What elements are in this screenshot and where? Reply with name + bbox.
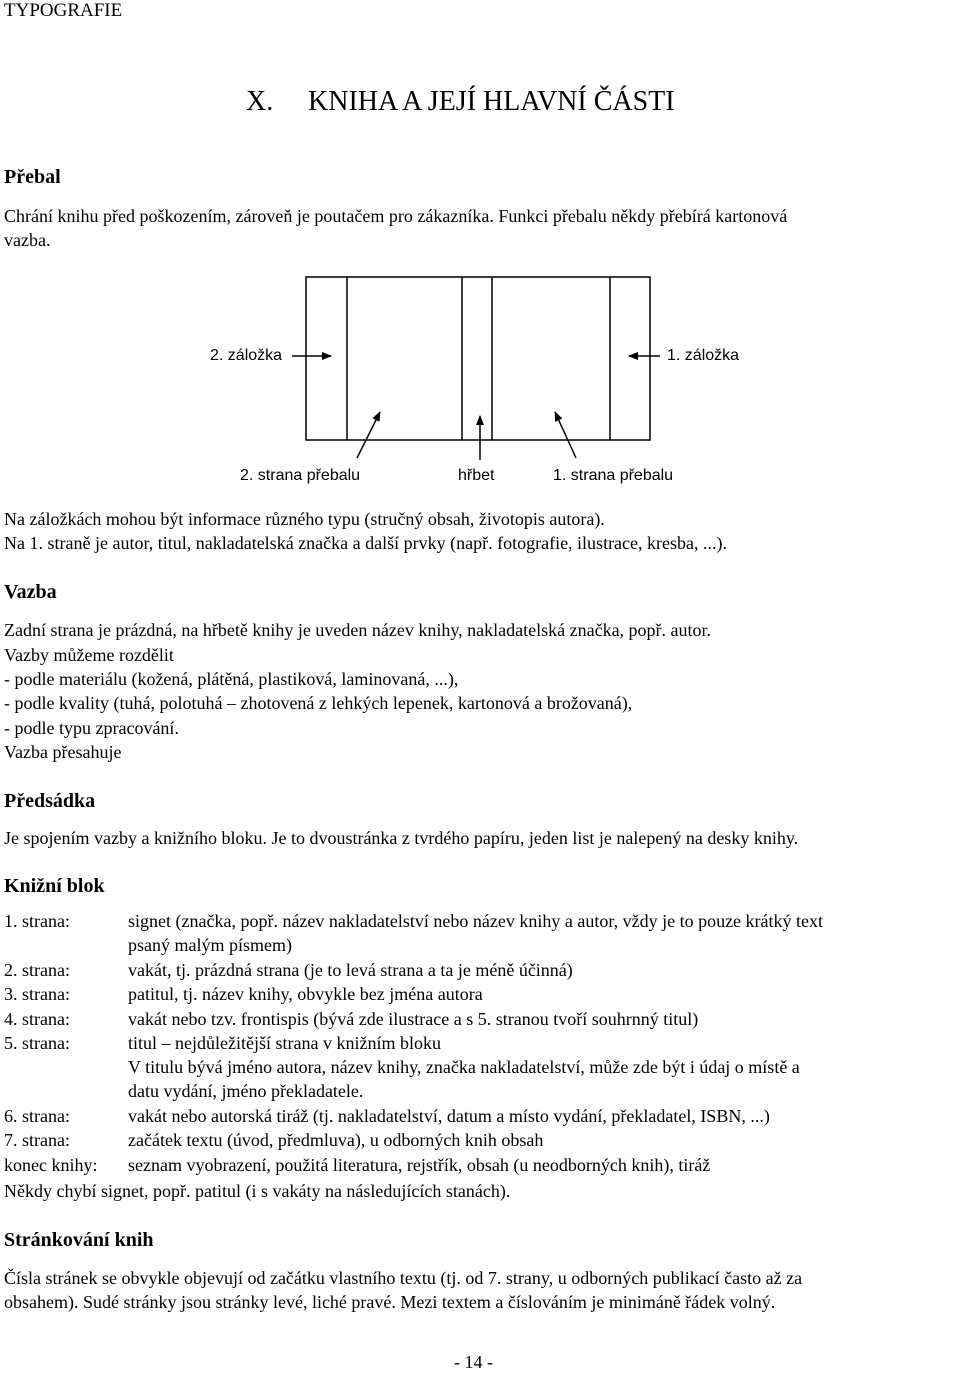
jacket-outline [306,277,650,440]
label-hrbet: hřbet [458,467,495,484]
knizni-blok-row-text: titul – nejdůležitější strana v knižním bloku [128,1033,441,1053]
strankovani-line1: Čísla stránek se obvykle objevují od začátku vlastního textu (tj. od 7. strany, u odborných publikací často až za [4,1268,803,1288]
chapter-title-text: KNIHA A JEJÍ HLAVNÍ ČÁSTI [308,86,675,117]
knizni-blok-row-label: 7. strana: [4,1130,70,1150]
predsadka-line1: Je spojením vazby a knižního bloku. Je to dvoustránka z tvrdého papíru, jeden list je nalepený na desky knihy. [4,828,799,848]
knizni-blok-row-text: seznam vyobrazení, použitá literatura, rejstřík, obsah (u neodborných knih), tiráž [128,1155,711,1175]
knizni-blok-row-text: patitul, tj. název knihy, obvykle bez jména autora [128,984,483,1004]
vazba-line3: - podle materiálu (kožená, plátěná, plastiková, laminovaná, ...), [4,669,459,689]
knizni-blok-note: Někdy chybí signet, popř. patitul (i s vakáty na následujících stanách). [4,1181,511,1201]
knizni-blok-row-label: 5. strana: [4,1033,70,1053]
strankovani-line2: obsahem). Sudé stránky jsou stránky levé, liché pravé. Mezi textem a číslováním je minimáně řádek volný. [4,1292,776,1312]
knizni-blok-row-label: 2. strana: [4,960,70,980]
prebal-text-line1: Chrání knihu před poškozením, zároveň je poutačem pro zákazníka. Funkci přebalu někdy přebírá kartonová [4,206,788,226]
knizni-blok-row-text-cont: V titulu bývá jméno autora, název knihy, značka nakladatelství, může zde být i údaj o místě a [128,1057,800,1077]
knizni-blok-row-text: vakát nebo tzv. frontispis (bývá zde ilustrace a s 5. stranou tvoří souhrnný titul) [128,1009,699,1029]
page-number: - 14 - [454,1352,493,1372]
section-heading-knizni-blok: Knižní blok [4,875,105,897]
arrow-strana1 [555,412,576,458]
vazba-line4: - podle kvality (tuhá, polotuhá – zhotovená z lehkých lepenek, kartonová a brožovaná), [4,693,633,713]
zalozky-text-line2: Na 1. straně je autor, titul, nakladatelská značka a další prvky (např. fotografie, ilustrace, kresba, ...). [4,533,727,553]
knizni-blok-row-label: 6. strana: [4,1106,70,1126]
vazba-line5: - podle typu zpracování. [4,718,179,738]
vazba-line1: Zadní strana je prázdná, na hřbetě knihy je uveden název knihy, nakladatelská značka, popř. autor. [4,620,712,640]
section-heading-predsadka: Předsádka [4,790,96,812]
section-heading-strankovani: Stránkování knih [4,1229,154,1251]
knizni-blok-row-text-cont: datu vydání, jméno překladatele. [128,1081,364,1101]
knizni-blok-row-text: vakát, tj. prázdná strana (je to levá strana a ta je méně účinná) [128,960,573,980]
label-zalozka1: 1. záložka [667,347,740,364]
knizni-blok-row-text: začátek textu (úvod, předmluva), u odborných knih obsah [128,1130,544,1150]
knizni-blok-row-text: signet (značka, popř. název nakladatelství nebo název knihy a autor, vždy je to pouze krátký text [128,911,824,931]
zalozky-text-line1: Na záložkách mohou být informace různého typu (stručný obsah, životopis autora). [4,509,605,529]
arrow-strana2 [357,412,380,458]
knizni-blok-row-label: 3. strana: [4,984,70,1004]
knizni-blok-row-text: vakát nebo autorská tiráž (tj. nakladatelství, datum a místo vydání, překladatel, ISBN, ...) [128,1106,770,1126]
chapter-number: X. [246,86,274,117]
vazba-line6: Vazba přesahuje [4,742,122,762]
knizni-blok-row-label: 4. strana: [4,1009,70,1029]
label-strana2: 2. strana přebalu [240,467,361,484]
knizni-blok-row-label: konec knihy: [4,1155,98,1175]
section-heading-vazba: Vazba [4,581,57,603]
label-strana1: 1. strana přebalu [553,467,674,484]
knizni-blok-row-text-cont: psaný malým písmem) [128,935,292,955]
label-zalozka2: 2. záložka [210,347,283,364]
running-header: TYPOGRAFIE [4,0,123,21]
knizni-blok-row-label: 1. strana: [4,911,70,931]
prebal-text-line2: vazba. [4,230,51,250]
section-heading-prebal: Přebal [4,166,61,188]
vazba-line2: Vazby můžeme rozdělit [4,645,174,665]
